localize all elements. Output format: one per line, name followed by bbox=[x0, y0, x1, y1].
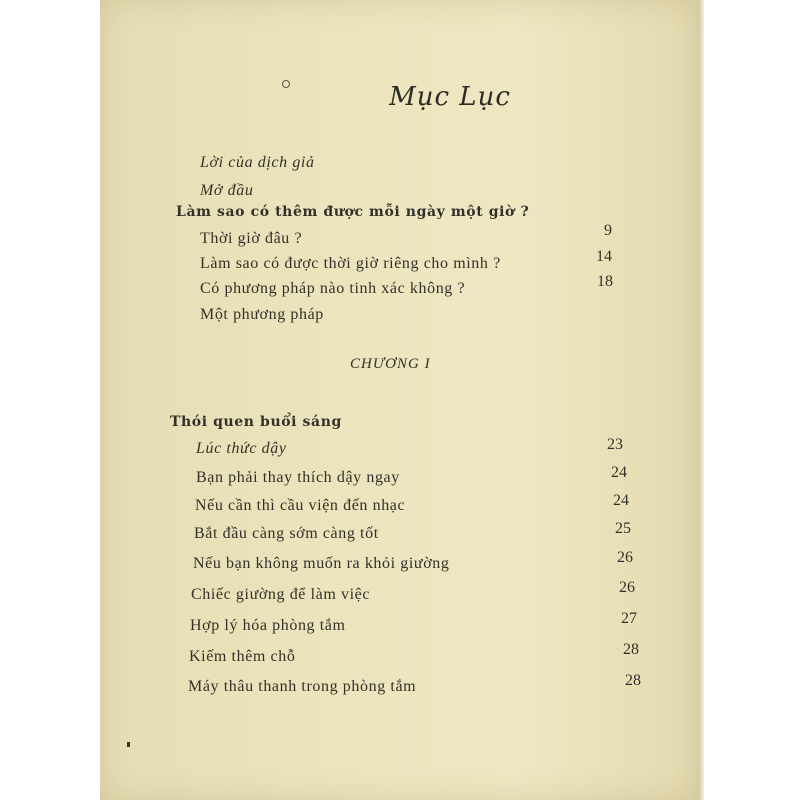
toc-entry: Hợp lý hóa phòng tắm bbox=[190, 617, 346, 634]
page-title bbox=[0, 82, 800, 112]
section-heading-1: Làm sao có thêm được mỗi ngày một giờ ? bbox=[176, 204, 530, 220]
toc-entry: Chiếc giường để làm việc bbox=[191, 586, 371, 603]
toc-entry-translator-note: Lời của dịch giả bbox=[200, 154, 315, 171]
toc-page-number: 24 bbox=[613, 492, 629, 509]
title-text: Mục Lục bbox=[389, 82, 511, 112]
toc-page-number: 18 bbox=[597, 273, 613, 290]
toc-page-number: 14 bbox=[596, 248, 612, 265]
chapter-label: CHƯƠNG I bbox=[350, 356, 431, 372]
toc-entry: Thời giờ đâu ? bbox=[200, 230, 303, 247]
toc-entry: Bạn phải thay thích dậy ngay bbox=[196, 469, 400, 486]
toc-page-number: 27 bbox=[621, 610, 637, 627]
toc-page-number: 28 bbox=[625, 672, 641, 689]
toc-entry: Làm sao có được thời giờ riêng cho mình ? bbox=[200, 255, 501, 272]
toc-entry: Một phương pháp bbox=[200, 306, 324, 323]
toc-entry: Máy thâu thanh trong phòng tắm bbox=[188, 678, 417, 695]
toc-page-number: 24 bbox=[611, 464, 627, 481]
toc-entry: Kiếm thêm chỗ bbox=[189, 648, 296, 665]
toc-page-number: 9 bbox=[604, 222, 612, 239]
toc-entry: Lúc thức dậy bbox=[196, 440, 287, 457]
toc-entry: Nếu cần thì cầu viện đến nhạc bbox=[195, 497, 406, 514]
toc-entry-introduction: Mở đầu bbox=[200, 182, 254, 199]
toc-page-number: 28 bbox=[623, 641, 639, 658]
ink-speck bbox=[127, 742, 130, 747]
section-heading-2: Thói quen buổi sáng bbox=[170, 414, 342, 430]
toc-page-number: 26 bbox=[617, 549, 633, 566]
toc-entry: Có phương pháp nào tinh xác không ? bbox=[200, 280, 466, 297]
toc-page-number: 26 bbox=[619, 579, 635, 596]
toc-entry: Bắt đầu càng sớm càng tốt bbox=[194, 525, 379, 542]
toc-entry: Nếu bạn không muốn ra khỏi giường bbox=[193, 555, 450, 572]
page-edge bbox=[698, 0, 704, 800]
toc-page-number: 23 bbox=[607, 436, 623, 453]
toc-page-number: 25 bbox=[615, 520, 631, 537]
